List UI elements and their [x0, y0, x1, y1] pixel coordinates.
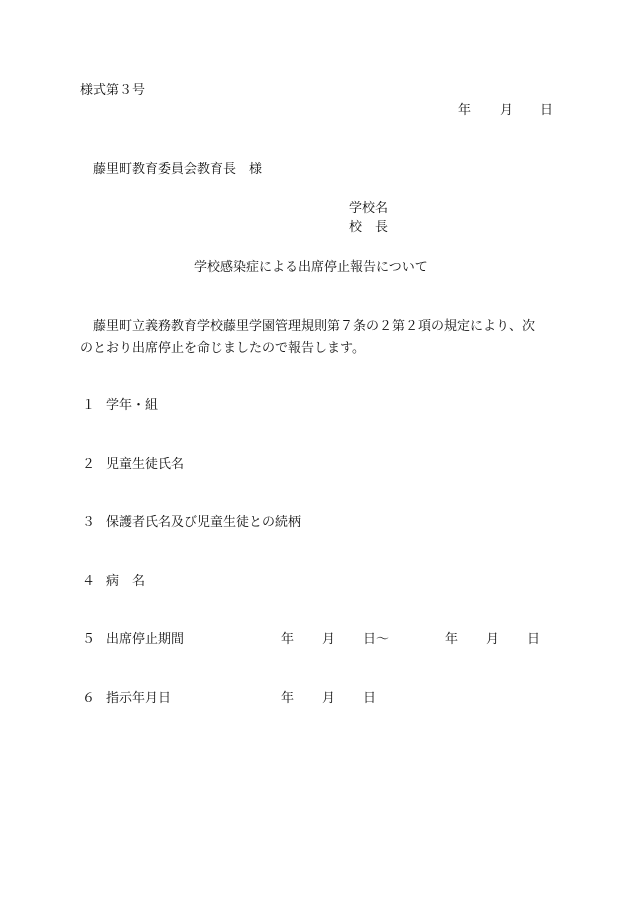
item-label: 出席停止期間 — [106, 632, 185, 647]
item-number: ３ — [82, 515, 96, 530]
body-text-line-1: 藤里町立義務教育学校藤里学園管理規則第７条の２第２項の規定により、次 — [93, 319, 536, 334]
header-date-year: 年 — [458, 103, 472, 118]
form-number: 様式第３号 — [80, 83, 146, 98]
period-to-day: 日 — [527, 632, 541, 647]
item-label: 保護者氏名及び児童生徒との続柄 — [106, 515, 302, 530]
period-from-day: 日～ — [363, 632, 390, 647]
instruction-date-year: 年 — [281, 691, 295, 706]
item-label: 学年・組 — [106, 398, 159, 413]
instruction-date-month: 月 — [322, 691, 336, 706]
period-to-year: 年 — [445, 632, 459, 647]
school-name-label: 学校名 — [349, 201, 389, 216]
header-date-day: 日 — [540, 103, 554, 118]
item-label: 指示年月日 — [106, 691, 172, 706]
item-label: 児童生徒氏名 — [106, 457, 185, 472]
instruction-date-day: 日 — [363, 691, 377, 706]
item-number: ４ — [82, 574, 96, 589]
item-number: ２ — [82, 457, 96, 472]
item-number: ６ — [82, 691, 96, 706]
item-number: ５ — [82, 632, 96, 647]
addressee: 藤里町教育委員会教育長 様 — [93, 162, 263, 177]
item-number: １ — [82, 398, 96, 413]
item-label: 病 名 — [106, 574, 146, 589]
principal-label: 校 長 — [349, 220, 389, 235]
period-to-month: 月 — [486, 632, 500, 647]
period-from-month: 月 — [322, 632, 336, 647]
body-text-line-2: のとおり出席停止を命じましたので報告します。 — [80, 341, 365, 356]
header-date-month: 月 — [500, 103, 514, 118]
document-title: 学校感染症による出席停止報告について — [194, 260, 428, 275]
period-from-year: 年 — [281, 632, 295, 647]
